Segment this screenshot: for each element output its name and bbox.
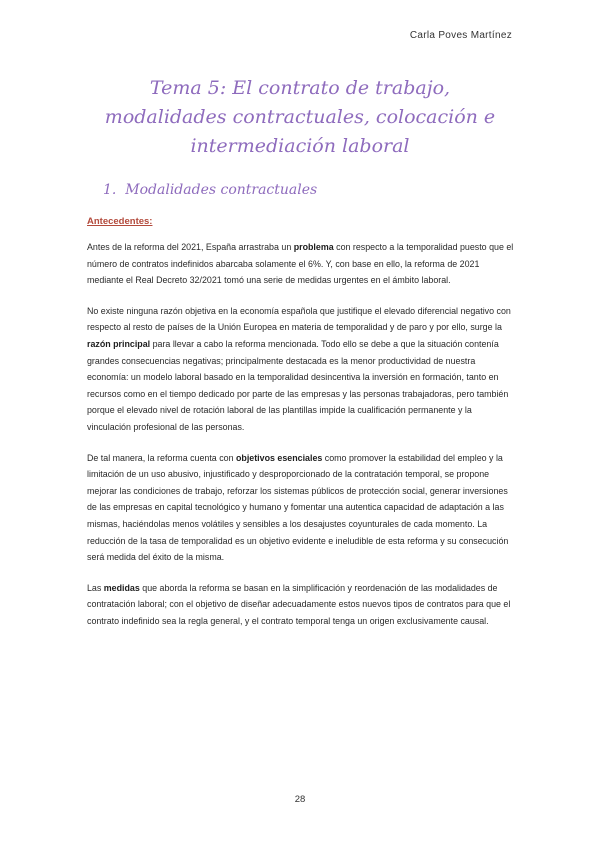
section-number: 1.	[103, 182, 117, 198]
paragraph-2	[87, 303, 517, 436]
paragraph-1	[87, 239, 517, 289]
paragraph-4-text-c: que aborda la reforma se basan en la simplificación y reordenación de las modalidades de contratación laboral; con el objetivo de diseñar adecuadamente estos nuevos tipos de contratos para que el contrato indefinido sea la regla general, y el contrato temporal tenga un origen exclusivamente causal.	[87, 582, 511, 626]
paragraph-1-text-c: con respecto a la temporalidad puesto que el número de contratos indefinidos abarcaba solamente el 6%. Y, con base en ello, la reforma de 2021 mediante el Real Decreto 32/2021 tomó una serie de medidas urgentes en el ámbito laboral.	[87, 242, 514, 286]
paragraph-4-text-a: Las	[87, 582, 104, 593]
paragraph-1-bold: problema	[293, 242, 334, 252]
page-title	[60, 74, 540, 161]
subheading-antecedentes: Antecedentes:	[87, 216, 153, 227]
title-line-1: Tema 5: El contrato de trabajo,	[149, 77, 451, 99]
paragraph-3	[87, 450, 517, 566]
title-line-2: modalidades contractuales, colocación e	[104, 106, 496, 128]
paragraph-2-bold: razón principal	[87, 338, 151, 349]
paragraph-2-text-a: No existe ninguna razón objetiva en la economía española que justifique el elevado diferencial negativo con respecto al resto de países de la Unión Europea en materia de temporalidad y de paro y por ello, surge la	[87, 305, 511, 333]
author-header: Carla Poves Martínez	[409, 30, 512, 41]
body-text	[87, 239, 517, 643]
paragraph-4-bold: medidas	[103, 582, 140, 593]
paragraph-4	[87, 580, 517, 630]
page-number: 28	[294, 794, 306, 805]
paragraph-3-bold: objetivos esenciales	[235, 452, 323, 463]
paragraph-3-text-a: De tal manera, la reforma cuenta con	[87, 452, 236, 463]
title-line-3: intermediación laboral	[190, 135, 410, 157]
paragraph-1-text-a: Antes de la reforma del 2021, España arrastraba un	[87, 242, 294, 252]
paragraph-3-text-c: como promover la estabilidad del empleo y la limitación de un uso abusivo, injustificado y desproporcionado de la contratación temporal, se propone mejorar las condiciones de trabajo, reforzar los sistemas públicos de protección social, generar inversiones de las empresas en capital tecnológico y humano y fomentar una autentica capacidad de adaptación a las mismas, haciéndolas menos volátiles y sensibles a los desajustes coyunturales de cada momento. La reducción de la tasa de temporalidad es un objetivo evidente e ineludible de esta reforma y su consecución será medida del éxito de la misma.	[87, 452, 509, 563]
paragraph-2-text-c: para llevar a cabo la reforma mencionada. Todo ello se debe a que la situación contenía grandes consecuencias negativas; principalmente destacada es la menor productividad de nuestra economía: un modelo laboral basado en la temporalidad desincentiva la inversión en formación, tanto en recursos como en el tiempo dedicado por parte de las empresas y las personas trabajadoras, pero también porque el elevado nivel de rotación laboral de las plantillas impide la cualificación permanente y la vinculación profesional de las personas.	[87, 338, 509, 432]
section-label: Modalidades contractuales	[125, 182, 318, 198]
section-heading	[103, 182, 317, 198]
